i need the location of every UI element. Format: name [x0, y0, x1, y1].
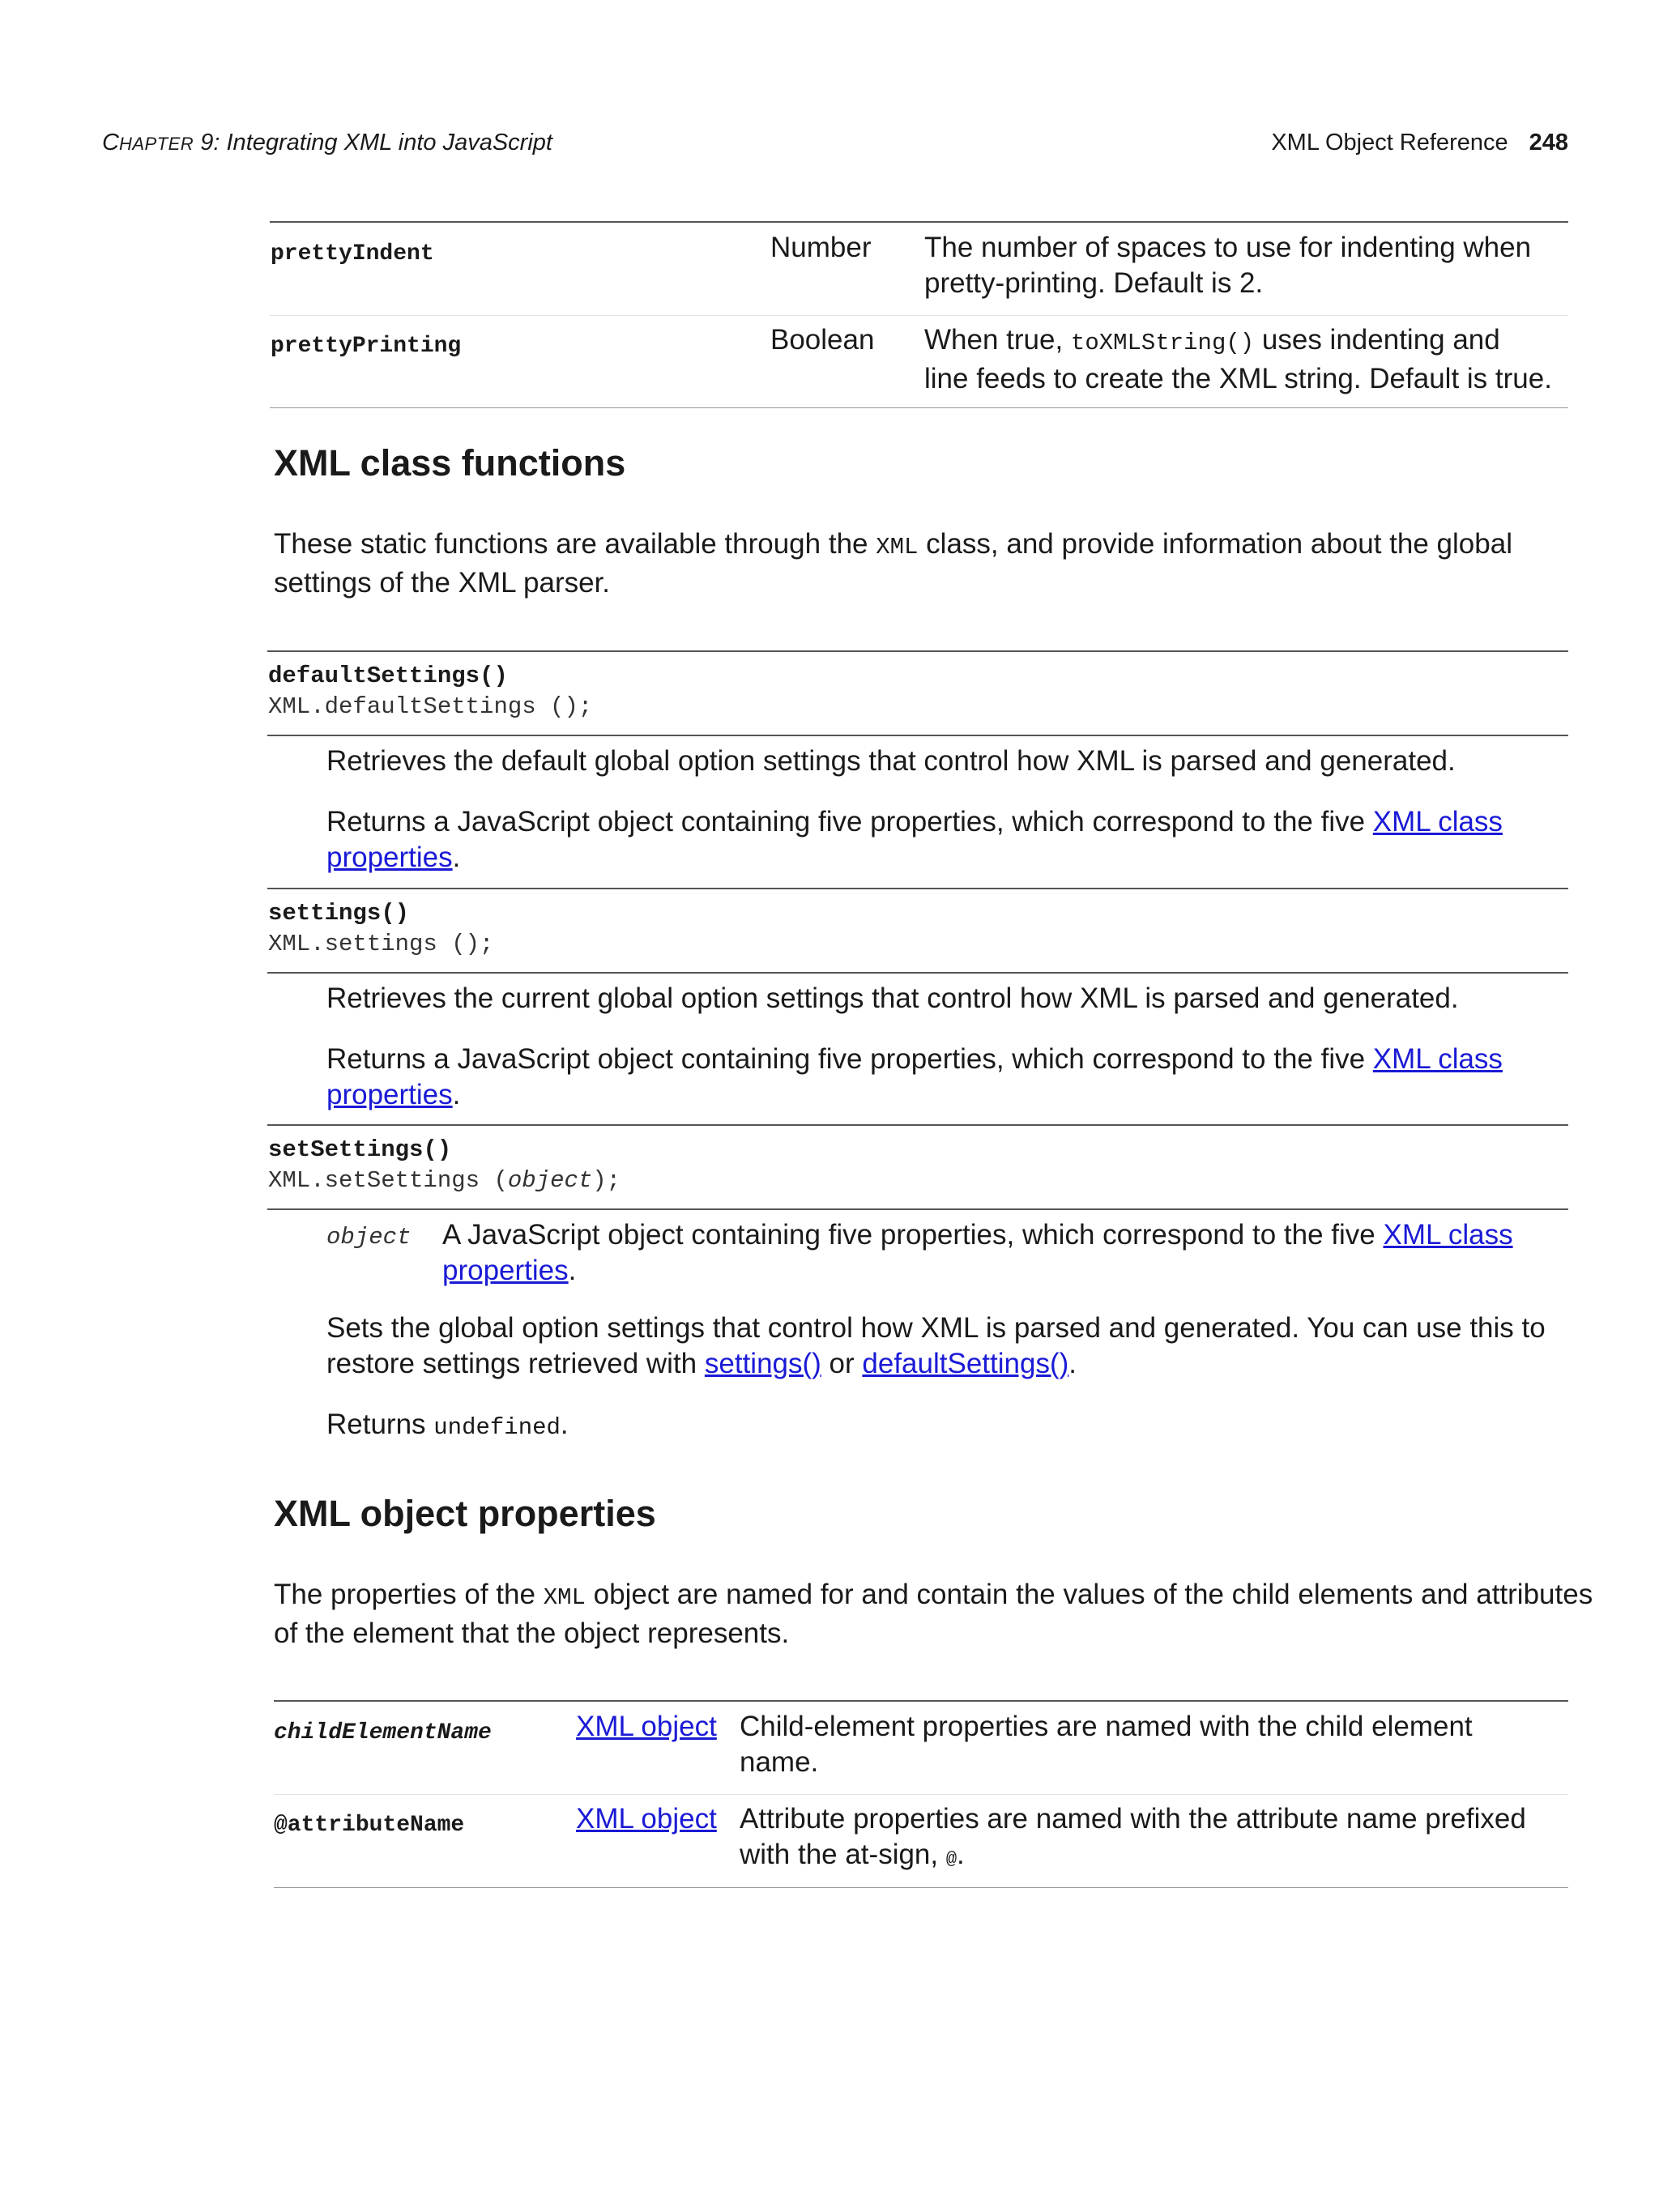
xml-object-link[interactable]: XML object [576, 1711, 717, 1742]
property-description: The number of spaces to use for indenting when pretty-printing. Default is 2. [924, 232, 1532, 299]
function-signature-rule [267, 735, 1568, 736]
xml-class-properties-link[interactable]: XML class [1383, 1219, 1513, 1251]
section-title: XML Object Reference [1271, 130, 1508, 156]
xml-class-properties-link[interactable]: properties [442, 1255, 569, 1286]
function-signature-rule [267, 972, 1568, 974]
function-returns: Returns a JavaScript object containing five properties, which correspond to the five XML class properties. [326, 1043, 1503, 1110]
property-name: @attributeName [274, 1813, 465, 1838]
function-description: Retrieves the current global option settings that control how XML is parsed and generated. [326, 982, 1459, 1014]
property-type [576, 1709, 717, 1745]
function-returns: Returns undefined. [326, 1409, 569, 1441]
page-number: 248 [1529, 130, 1568, 156]
xml-class-properties-link[interactable]: XML class [1372, 806, 1503, 837]
xml-class-properties-link[interactable]: properties [326, 842, 453, 873]
function-signature: XML.setSettings (object); [268, 1167, 621, 1194]
function-description: Sets the global option settings that control how XML is parsed and generated. You can use this to restore settings retrieved with settings() or defaultSettings(). [326, 1312, 1546, 1379]
section-heading-class-functions: XML class functions [274, 442, 626, 484]
xml-object-link[interactable]: XML object [576, 1803, 717, 1835]
parameter-description: A JavaScript object containing five properties, which correspond to the five XML class properties. [442, 1219, 1513, 1286]
property-description: Attribute properties are named with the attribute name prefixed with the at-sign, @. [740, 1803, 1526, 1870]
object-properties-intro: The properties of the XML object are named for and contain the values of the child elements and attributes of the element that the object represents. [274, 1579, 1593, 1649]
xml-class-properties-link[interactable]: XML class [1372, 1043, 1503, 1075]
table-bottom-rule [274, 1887, 1568, 1888]
xml-class-properties-link[interactable]: properties [326, 1079, 453, 1110]
property-name: prettyPrinting [271, 334, 462, 359]
function-top-rule [267, 650, 1568, 652]
default-settings-link[interactable]: defaultSettings() [862, 1348, 1069, 1379]
function-signature: XML.settings (); [268, 931, 494, 957]
function-top-rule [267, 1124, 1568, 1126]
function-signature-rule [267, 1208, 1568, 1210]
property-type [576, 1801, 717, 1837]
running-header-section [1271, 130, 1568, 156]
property-name: childElementName [274, 1720, 492, 1745]
table-row-divider [270, 315, 1568, 316]
property-type: Boolean [770, 324, 875, 356]
function-returns: Returns a JavaScript object containing five properties, which correspond to the five XML class properties. [326, 806, 1503, 873]
property-description: When true, toXMLString() uses indenting and line feeds to create the XML string. Default is true. [924, 324, 1552, 394]
running-header-chapter: CHAPTER 9: Integrating XML into JavaScript [102, 130, 552, 156]
table-top-rule [274, 1700, 1568, 1702]
property-type: Number [770, 232, 872, 263]
function-name: settings() [268, 900, 410, 927]
table-top-rule [270, 221, 1568, 223]
property-name: prettyIndent [271, 241, 434, 266]
settings-link[interactable]: settings() [704, 1348, 821, 1379]
function-name: defaultSettings() [268, 663, 508, 689]
function-top-rule [267, 888, 1568, 889]
section-heading-object-properties: XML object properties [274, 1493, 656, 1534]
table-row-divider [274, 1794, 1568, 1795]
property-description: Child-element properties are named with the child element name. [740, 1711, 1473, 1778]
function-description: Retrieves the default global option settings that control how XML is parsed and generated. [326, 745, 1456, 777]
parameter-name: object [326, 1224, 412, 1251]
function-signature: XML.defaultSettings (); [268, 693, 593, 720]
class-functions-intro: These static functions are available through the XML class, and provide information about the global settings of the XML parser. [274, 528, 1512, 599]
table-bottom-rule [270, 407, 1568, 408]
function-name: setSettings() [268, 1136, 452, 1163]
